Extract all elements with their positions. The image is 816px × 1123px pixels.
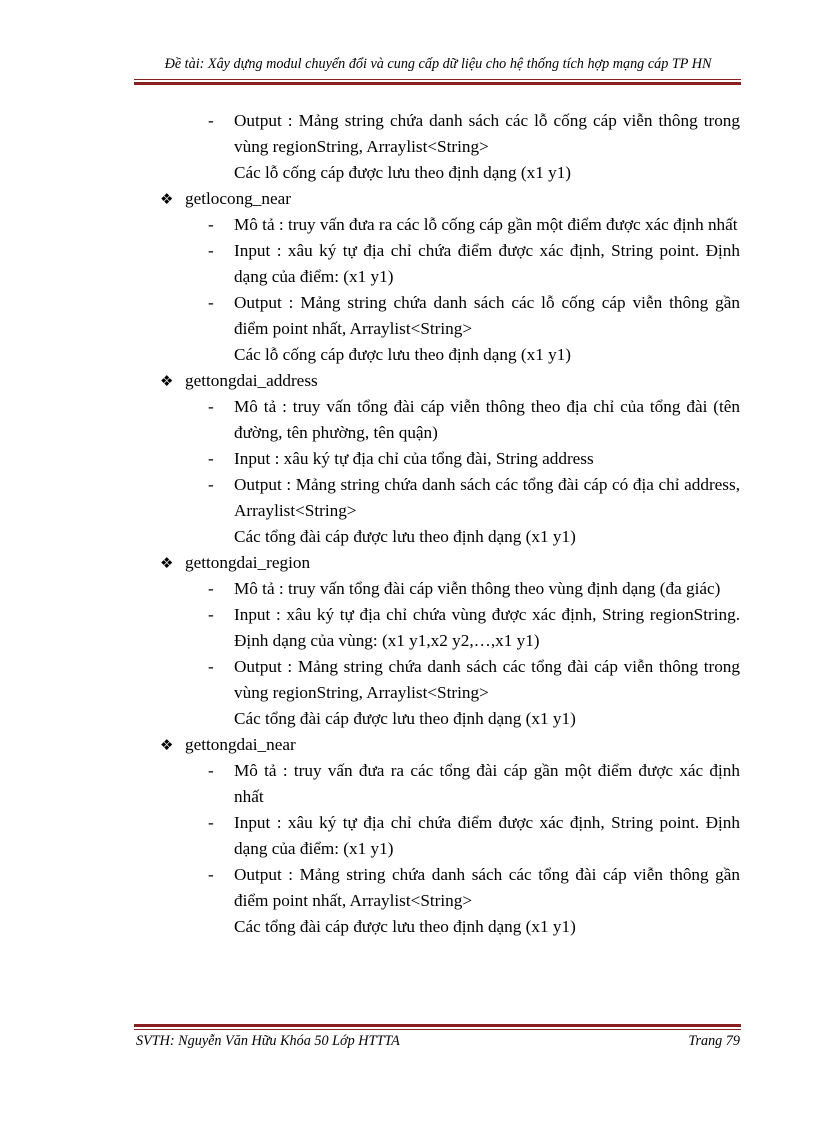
dash-bullet: - (208, 111, 214, 130)
output-item (160, 862, 740, 914)
description-item (160, 394, 740, 446)
description-text: Mô tả : truy vấn đưa ra các lỗ cống cáp gần một điểm được xác định nhất (234, 215, 738, 234)
header-rule (134, 79, 741, 85)
output-text: Output : Mảng string chứa danh sách các tổng đài cáp có địa chỉ address, Arraylist<String> (234, 475, 740, 520)
output-note: Các lỗ cống cáp được lưu theo định dạng (x1 y1) (234, 345, 572, 364)
function-heading (160, 550, 740, 576)
function-name: gettongdai_near (185, 735, 296, 754)
input-text: Input : xâu ký tự địa chỉ chứa điểm được xác định, String point. Định dạng của điểm: (x1 y1) (234, 241, 740, 286)
function-heading (160, 732, 740, 758)
description-text: Mô tả : truy vấn tổng đài cáp viễn thông theo địa chỉ của tổng đài (tên đường, tên phường, tên quận) (234, 397, 740, 442)
output-text: Output : Mảng string chứa danh sách các tổng đài cáp viễn thông trong vùng regionString, Arraylist<String> (234, 657, 740, 702)
dash-bullet: - (208, 241, 214, 260)
page-number: Trang 79 (688, 1033, 740, 1049)
output-item (160, 654, 740, 706)
function-name: gettongdai_address (185, 371, 318, 390)
dash-bullet: - (208, 579, 214, 598)
dash-bullet: - (208, 215, 214, 234)
dash-bullet: - (208, 605, 214, 624)
intro-output-text: Output : Mảng string chứa danh sách các lỗ cống cáp viễn thông trong vùng regionString, Arraylist<String> (234, 111, 740, 156)
input-item (160, 810, 740, 862)
diamond-bullet-icon: ❖ (160, 554, 174, 572)
input-text: Input : xâu ký tự địa chỉ chứa vùng được xác định, String regionString. Định dạng của vùng: (x1 y1,x2 y2,…,x1 y1) (234, 605, 740, 650)
intro-output-note: Các lỗ cống cáp được lưu theo định dạng (x1 y1) (234, 163, 572, 182)
intro-output-item (160, 108, 740, 160)
input-item (160, 602, 740, 654)
diamond-bullet-icon: ❖ (160, 372, 174, 390)
input-text: Input : xâu ký tự địa chỉ của tổng đài, String address (234, 449, 594, 468)
description-item (160, 758, 740, 810)
function-heading (160, 186, 740, 212)
dash-bullet: - (208, 657, 214, 676)
function-name: gettongdai_region (185, 553, 311, 572)
input-item (160, 238, 740, 290)
document-body (160, 108, 740, 940)
description-item (160, 576, 740, 602)
function-name: getlocong_near (185, 189, 291, 208)
function-heading (160, 368, 740, 394)
output-text: Output : Mảng string chứa danh sách các tổng đài cáp viễn thông gần điểm point nhất, Arraylist<String> (234, 865, 740, 910)
dash-bullet: - (208, 475, 214, 494)
page-footer (136, 1033, 740, 1050)
input-item (160, 446, 740, 472)
footer-rule (134, 1024, 741, 1030)
diamond-bullet-icon: ❖ (160, 736, 174, 754)
description-text: Mô tả : truy vấn tổng đài cáp viễn thông theo vùng định dạng (đa giác) (234, 579, 721, 598)
input-text: Input : xâu ký tự địa chỉ chứa điểm được xác định, String point. Định dạng của điểm: (x1 y1) (234, 813, 740, 858)
output-item (160, 290, 740, 342)
output-text: Output : Mảng string chứa danh sách các lỗ cống cáp viễn thông gần điểm point nhất, Arraylist<String> (234, 293, 740, 338)
output-note: Các tổng đài cáp được lưu theo định dạng (x1 y1) (234, 917, 576, 936)
page-header: Đề tài: Xây dựng modul chuyển đổi và cung cấp dữ liệu cho hệ thống tích hợp mạng cáp TP HN (164, 56, 712, 72)
dash-bullet: - (208, 397, 214, 416)
output-note: Các tổng đài cáp được lưu theo định dạng (x1 y1) (234, 527, 576, 546)
dash-bullet: - (208, 865, 214, 884)
dash-bullet: - (208, 761, 214, 780)
output-note: Các tổng đài cáp được lưu theo định dạng (x1 y1) (234, 709, 576, 728)
diamond-bullet-icon: ❖ (160, 190, 174, 208)
dash-bullet: - (208, 293, 214, 312)
description-item (160, 212, 740, 238)
dash-bullet: - (208, 449, 214, 468)
footer-author: SVTH: Nguyễn Văn Hữu Khóa 50 Lớp HTTTA (136, 1033, 400, 1049)
dash-bullet: - (208, 813, 214, 832)
description-text: Mô tả : truy vấn đưa ra các tổng đài cáp gần một điểm được xác định nhất (234, 761, 740, 806)
output-item (160, 472, 740, 524)
